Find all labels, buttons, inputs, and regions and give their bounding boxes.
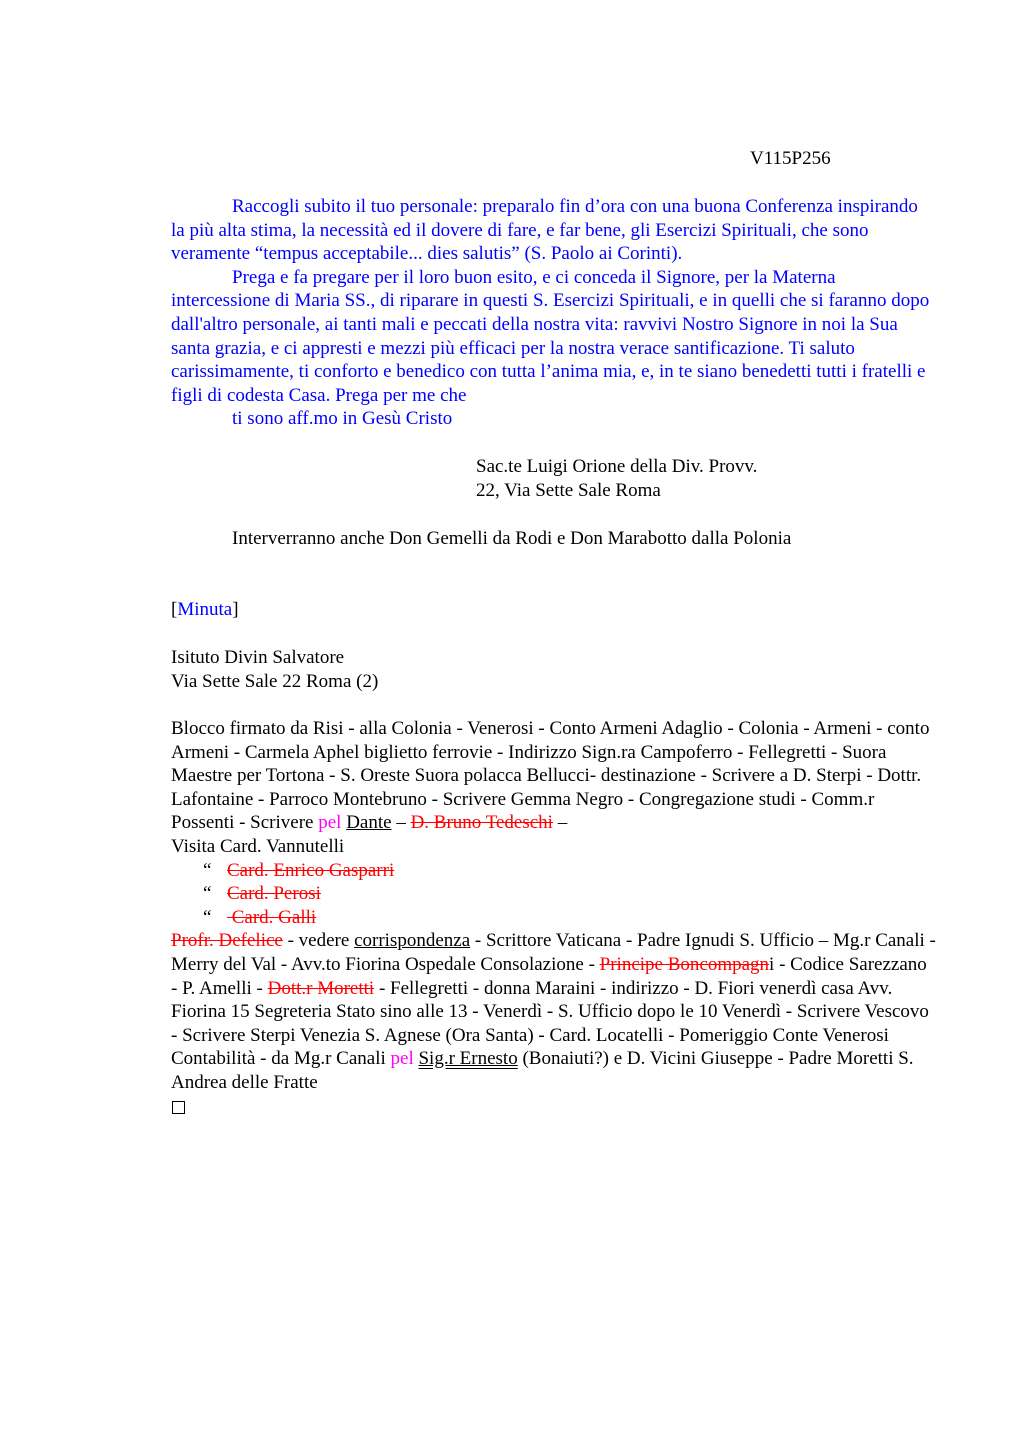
ditto-row xyxy=(171,859,936,883)
ditto-mark: “ xyxy=(203,883,212,905)
letter-closing: ti sono aff.mo in Gesù Cristo xyxy=(232,408,453,430)
notes-text: (Bonaiuti?) e D. Vicini Giuseppe - Padre Moretti S. Andrea delle Fratte xyxy=(171,1048,914,1093)
underlined-word: corrispondenza xyxy=(354,930,471,952)
notes-text: Blocco firmato da Risi - alla Colonia - Venerosi - Conto Armeni Adaglio - Colonia - Armeni - conto Armeni - Carmela Aphel biglietto ferrovie - Indirizzo Sign.ra Campoferro - Fellegretti - Suora Maestre per Tortona - S. Oreste Suora polacca Bellucci- destinazione - Scrivere a D. Sterpi - Dottr. Lafontaine - Parroco Montebruno - Scrivere Gemma Negro - Congregazione studi - Comm.r Possenti - Scrivere xyxy=(171,718,930,834)
struck-text: Card. Perosi xyxy=(227,883,321,905)
inserted-word: pel xyxy=(390,1048,414,1070)
page-identifier: V115P256 xyxy=(750,148,831,169)
signature-name: Sac.te Luigi Orione della Div. Provv. xyxy=(476,456,758,477)
empty-box-icon xyxy=(172,1101,185,1114)
struck-text: Card. Enrico Gasparri xyxy=(227,859,395,881)
dash: – xyxy=(391,812,411,834)
minuta-open-bracket: [ xyxy=(171,599,178,620)
minuta-label xyxy=(171,598,239,622)
letter-paragraph: Raccogli subito il tuo personale: preparalo fin d’ora con una buona Conferenza inspirando la più alta stima, la necessità ed il dovere di fare, e far bene, gli Esercizi Spirituali, che sono veramente “tempus acceptabile... dies salutis” (S. Paolo ai Corinti). xyxy=(171,196,918,265)
notes-paragraph-1 xyxy=(171,717,936,859)
inserted-word: pel xyxy=(318,812,342,834)
minuta-word: Minuta xyxy=(177,599,233,620)
letter-paragraph: Prega e fa pregare per il loro buon esito, e ci conceda il Signore, per la Materna intercessione di Maria SS., di riparare in questi S. Esercizi Spirituali, e in quelli che si faranno dopo dall'altro personale, ai tanti mali e peccati della nostra vita: ravvivi Nostro Signore in noi la Sua santa grazia, e ci appresti e mezzi più efficaci per la nostra verace santificazione. Ti saluto carissimamente, ti conforto e benedico con tutta l’anima mia, e, in te siano benedetti tutti i fratelli e figli di codesta Casa. Prega per me che xyxy=(171,266,930,406)
underlined-word: Dante xyxy=(346,812,392,834)
double-underlined-text: Sig.r Ernesto xyxy=(418,1048,518,1070)
notes-text: - vedere xyxy=(282,930,355,952)
struck-text: Card. Galli xyxy=(227,906,317,928)
signature-block xyxy=(476,455,757,502)
struck-text: Profr. Defelice xyxy=(171,930,283,952)
notes-paragraph-2 xyxy=(171,929,936,1094)
institute-heading xyxy=(171,646,378,693)
letter-body xyxy=(171,195,931,431)
signature-address: 22, Via Sette Sale Roma xyxy=(476,479,661,501)
notes-text: - Scrittore Vaticana - Padre Ignudi S. Ufficio – Mg.r Canali - Merry del Val - Avv.to Fiorina Ospedale Consolazione - xyxy=(171,930,936,975)
notes-section xyxy=(171,717,936,1095)
struck-text: D. Bruno Tedeschi xyxy=(410,812,553,834)
ditto-row xyxy=(171,882,936,906)
ditto-row xyxy=(171,906,936,930)
notes-text: i - Codice Sarezzano - P. Amelli - xyxy=(171,953,927,999)
postscript: Interverranno anche Don Gemelli da Rodi e Don Marabotto dalla Polonia xyxy=(232,528,792,549)
institute-address: Via Sette Sale 22 Roma (2) xyxy=(171,670,379,692)
struck-text: Principe Boncompagn xyxy=(599,953,770,975)
visita-line: Visita Card. Vannutelli xyxy=(171,835,345,857)
struck-text: Dott.r Moretti xyxy=(267,977,375,999)
ditto-mark: “ xyxy=(203,859,212,881)
institute-name: Isituto Divin Salvatore xyxy=(171,647,345,668)
minuta-close-bracket: ] xyxy=(232,599,239,620)
notes-text: - Fellegretti - donna Maraini - indirizzo - D. Fiori venerdì casa Avv. Fiorina 15 Segreteria Stato sino alle 13 - Venerdì - S. Ufficio dopo le 10 Venerdì - Scrivere Vescovo - Scrivere Sterpi Venezia S. Agnese (Ora Santa) - Card. Locatelli - Pomeriggio Conte Venerosi Contabilità - da Mg.r Canali xyxy=(171,977,929,1070)
ditto-mark: “ xyxy=(203,906,212,928)
dash: – xyxy=(552,812,568,834)
